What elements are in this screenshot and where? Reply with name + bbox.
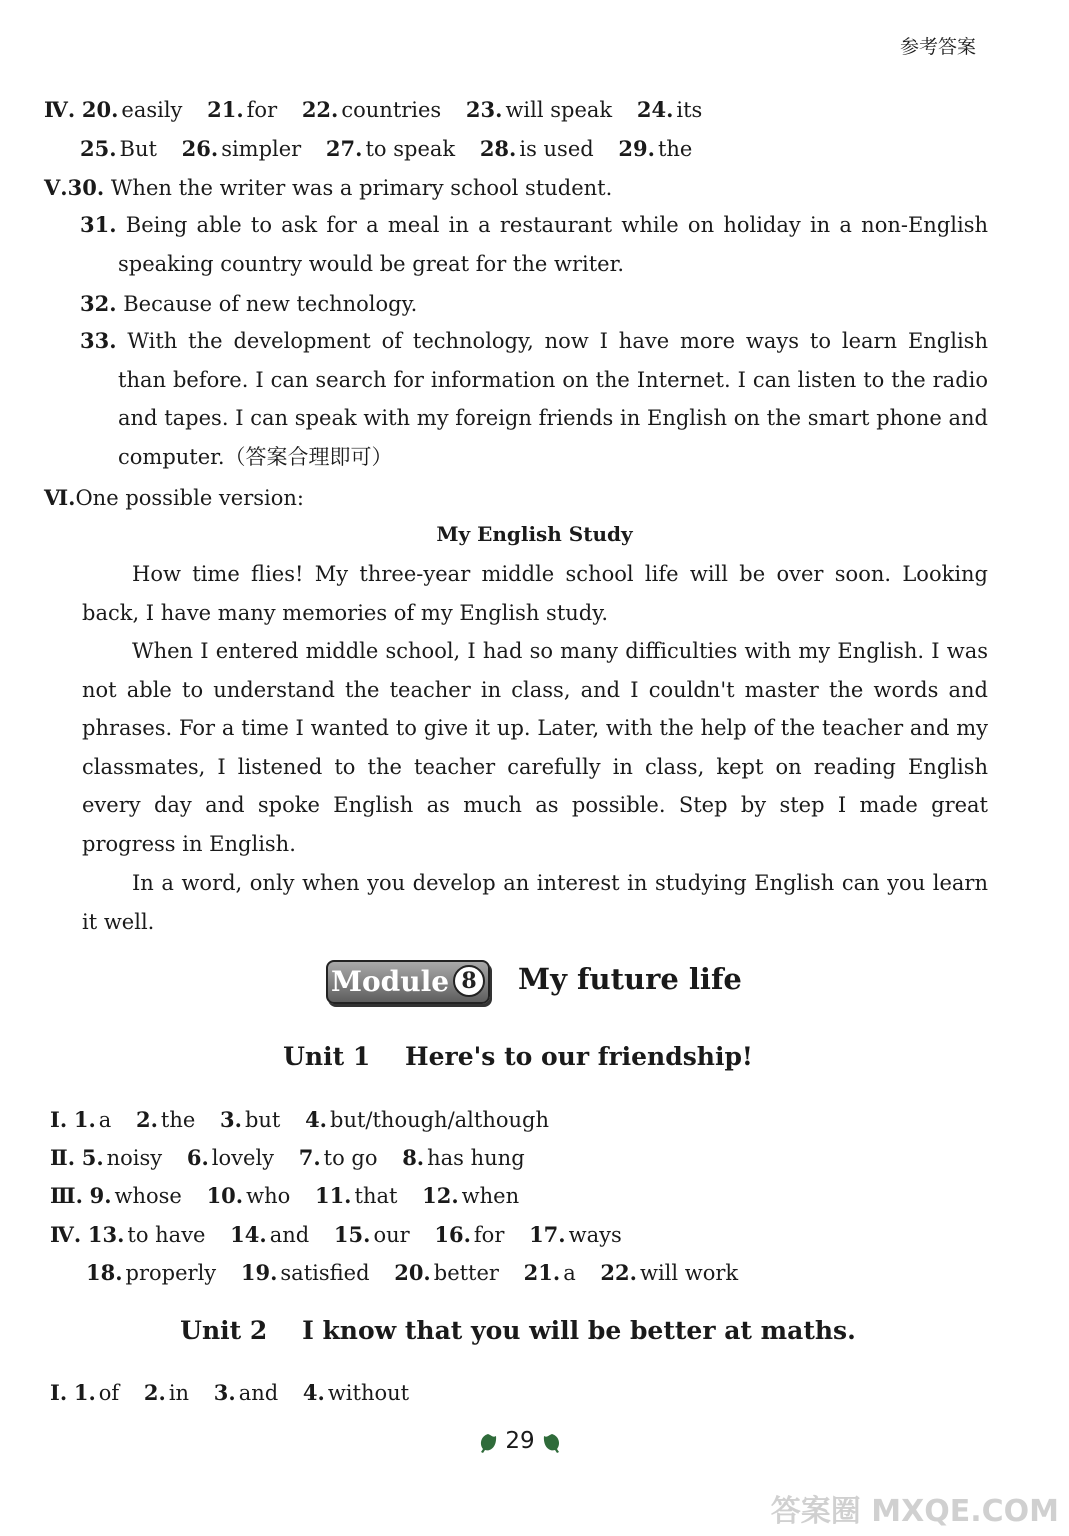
watermark: 答案圈 MXQE.COM <box>770 1494 1059 1529</box>
unit1-section-i <box>50 1106 567 1134</box>
essay-paragraph-2: When I entered middle school, I had so many difficulties with my English. I was not able to understand the teacher in class, and I couldn't master the words and phrases. For a time I wanted to give it up. Later, with the help of the teacher and my classmates, I listened to the teacher carefully in class, kept on reading English every day and spoke English as much as possible. Step by step I made great progress in English. <box>82 639 988 856</box>
answer-item: 24. its <box>636 97 703 122</box>
leaf-icon <box>541 1432 563 1454</box>
unit1-section-iv-row1 <box>50 1221 640 1249</box>
answer-item: 1. of <box>73 1380 120 1405</box>
answer-item: 20. easily <box>81 97 183 122</box>
roman-numeral: Ⅴ. <box>44 175 68 200</box>
section-iv-row1 <box>44 96 720 124</box>
answer-item: 11. that <box>314 1183 398 1208</box>
answer-item: 29. the <box>618 136 693 161</box>
section-vi-intro: Ⅵ.One possible version: <box>44 485 304 510</box>
answer-item: 21. a <box>523 1260 576 1285</box>
answer-item: 4. without <box>302 1380 410 1405</box>
answer-item: 1. a <box>73 1107 112 1132</box>
page-footer <box>0 1428 1040 1454</box>
unit1-section-iv-row2 <box>86 1259 756 1287</box>
unit1-section-iii <box>50 1182 537 1210</box>
answer-item: 15. our <box>333 1222 410 1247</box>
answer-item: 26. simpler <box>181 136 302 161</box>
answer-item: 19. satisfied <box>240 1260 370 1285</box>
page-header-title: 参考答案 <box>900 36 977 58</box>
answer-item: 13. to have <box>87 1222 206 1247</box>
answer-item: 28. is used <box>479 136 594 161</box>
answer-item: 7. to go <box>298 1145 378 1170</box>
unit1-section-ii <box>50 1144 543 1172</box>
answer-item: 9. whose <box>89 1183 182 1208</box>
leaf-icon <box>477 1432 499 1454</box>
roman-numeral: Ⅳ. <box>50 1222 82 1247</box>
section-v-q31: 31. Being able to ask for a meal in a restaurant while on holiday in a non-English speaking country would be great for the writer. <box>80 212 988 276</box>
answer-item: 2. the <box>135 1107 196 1132</box>
section-v-q33: 33. With the development of technology, now I have more ways to learn English than before. I can search for information on the Internet. I can listen to the radio and tapes. I can speak with my foreign friends in English on the smart phone and computer.（答案合理即可） <box>80 328 988 469</box>
section-v-q30: Ⅴ.30. When the writer was a primary school student. <box>44 175 613 200</box>
roman-numeral: Ⅰ. <box>50 1380 68 1405</box>
answer-item: 3. and <box>213 1380 279 1405</box>
unit2-section-i <box>50 1379 427 1407</box>
answer-item: 21. for <box>207 97 278 122</box>
essay-paragraph-3: In a word, only when you develop an interest in studying English can you learn it well. <box>82 871 988 934</box>
answer-item: 16. for <box>434 1222 505 1247</box>
answer-item: 22. will work <box>600 1260 739 1285</box>
module-number: 8 <box>453 965 485 997</box>
essay-title: My English Study <box>436 522 633 546</box>
answer-item: 18. properly <box>86 1260 217 1285</box>
section-v-q32: 32. Because of new technology. <box>80 291 418 316</box>
answer-item: 25. But <box>80 136 157 161</box>
module-badge: Module 8 <box>326 960 490 1004</box>
answer-item: 22. countries <box>301 97 442 122</box>
roman-numeral: Ⅱ. <box>50 1145 76 1170</box>
answer-item: 20. better <box>394 1260 499 1285</box>
answer-item: 27. to speak <box>325 136 456 161</box>
answer-item: 8. has hung <box>402 1145 525 1170</box>
answer-item: 5. noisy <box>81 1145 163 1170</box>
essay-paragraph-1: How time flies! My three-year middle school life will be over soon. Looking back, I have many memories of my English study. <box>82 562 988 625</box>
answer-item: 6. lovely <box>186 1145 275 1170</box>
answer-item: 17. ways <box>529 1222 622 1247</box>
unit-2-title: Unit 2 I know that you will be better at maths. <box>180 1316 856 1345</box>
answer-item: 14. and <box>230 1222 310 1247</box>
roman-numeral: Ⅵ. <box>44 485 76 510</box>
roman-numeral: Ⅰ. <box>50 1107 68 1132</box>
module-title: My future life <box>518 962 742 996</box>
answer-item: 12. when <box>422 1183 520 1208</box>
unit-1-title: Unit 1 Here's to our friendship! <box>283 1042 753 1071</box>
roman-numeral: Ⅲ. <box>50 1183 83 1208</box>
section-iv-row2 <box>80 135 710 163</box>
answer-item: 4. but/though/although <box>305 1107 549 1132</box>
answer-item: 10. who <box>206 1183 291 1208</box>
page-number: 29 <box>505 1428 535 1454</box>
roman-numeral: Ⅳ. <box>44 97 76 122</box>
answer-item: 2. in <box>143 1380 190 1405</box>
answer-item: 3. but <box>220 1107 281 1132</box>
answer-item: 23. will speak <box>465 97 613 122</box>
